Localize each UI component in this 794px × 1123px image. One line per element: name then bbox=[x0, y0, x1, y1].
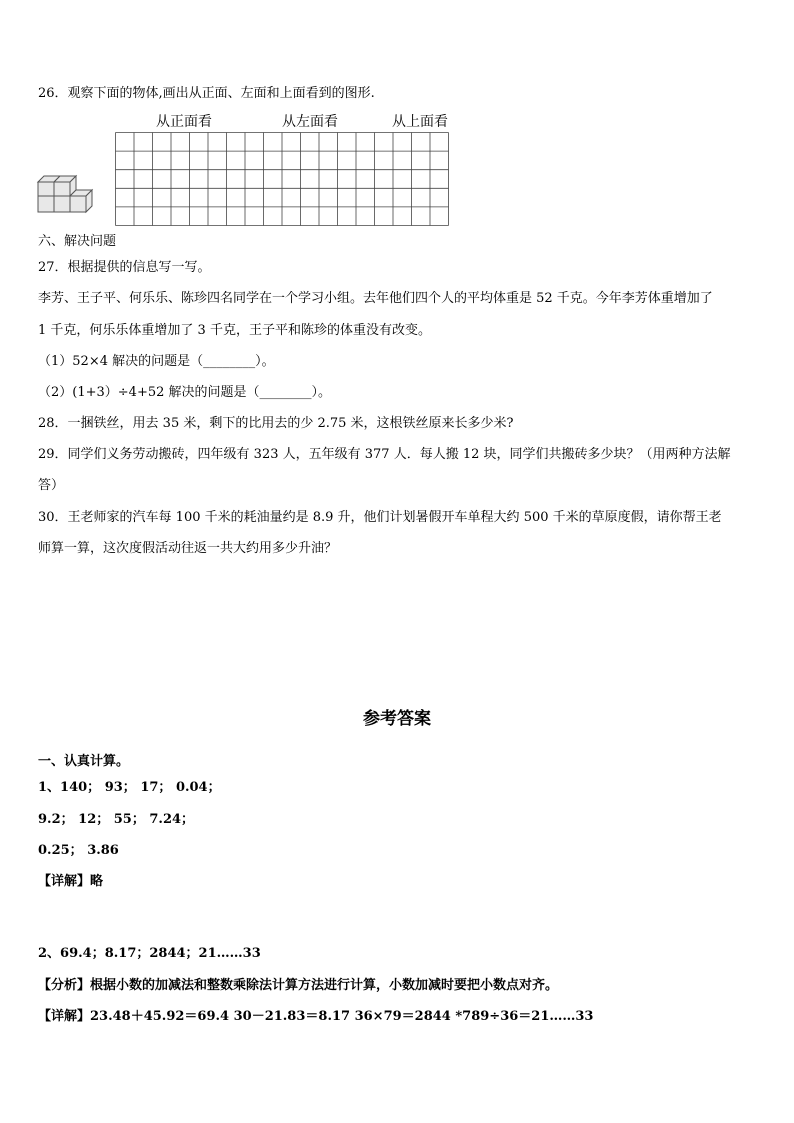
q27-body-line2: 1 千克，何乐乐体重增加了 3 千克，王子平和陈珍的体重没有改变。 bbox=[38, 323, 431, 338]
answer1-detail: 【详解】略 bbox=[38, 874, 104, 889]
cube-figure bbox=[36, 172, 94, 216]
q29-line1: 29．同学们义务劳动搬砖，四年级有 323 人，五年级有 377 人．每人搬 12 块，同学们共搬砖多少块？（用两种方法解 bbox=[38, 447, 731, 462]
answers-section1: 一、认真计算。 bbox=[38, 754, 130, 769]
section6-heading: 六、解决问题 bbox=[38, 234, 117, 249]
answer1-line2: 9.2； 12； 55； 7.24； bbox=[38, 812, 195, 827]
q27-sub1: （1）52×4 解决的问题是（________）。 bbox=[38, 354, 275, 369]
q27-title: 27．根据提供的信息写一写。 bbox=[38, 260, 211, 275]
answer2-analysis: 【分析】根据小数的加减法和整数乘除法计算方法进行计算，小数加减时要把小数点对齐。 bbox=[38, 978, 559, 993]
q26-text: 26．观察下面的物体,画出从正面、左面和上面看到的图形. bbox=[38, 86, 375, 101]
view-label-front: 从正面看 bbox=[156, 114, 212, 130]
q28-text: 28．一捆铁丝，用去 35 米，剩下的比用去的少 2.75 米，这根铁丝原来长多少米? bbox=[38, 416, 514, 431]
view-label-top: 从上面看 bbox=[392, 114, 448, 130]
answers-title: 参考答案 bbox=[363, 709, 431, 729]
drawing-grid bbox=[115, 132, 450, 227]
answer2-detail: 【详解】23.48＋45.92＝69.4 30－21.83＝8.17 36×79＝2844 *789÷36＝21……33 bbox=[38, 1009, 594, 1024]
q30-line1: 30．王老师家的汽车每 100 千米的耗油量约是 8.9 升，他们计划暑假开车单程大约 500 千米的草原度假，请你帮王老 bbox=[38, 510, 722, 525]
answer1-line1: 1、140； 93； 17； 0.04； bbox=[38, 780, 221, 795]
answer2-line1: 2、69.4；8.17；2844；21……33 bbox=[38, 946, 261, 961]
answer1-line3: 0.25； 3.86 bbox=[38, 843, 119, 858]
view-label-left: 从左面看 bbox=[282, 114, 338, 130]
q27-body-line1: 李芳、王子平、何乐乐、陈珍四名同学在一个学习小组。去年他们四个人的平均体重是 52 千克。今年李芳体重增加了 bbox=[38, 291, 713, 306]
q30-line2: 师算一算，这次度假活动往返一共大约用多少升油？ bbox=[38, 541, 338, 556]
q27-sub2: （2）(1+3）÷4+52 解决的问题是（________）。 bbox=[38, 385, 332, 400]
q29-line2: 答） bbox=[38, 478, 65, 493]
